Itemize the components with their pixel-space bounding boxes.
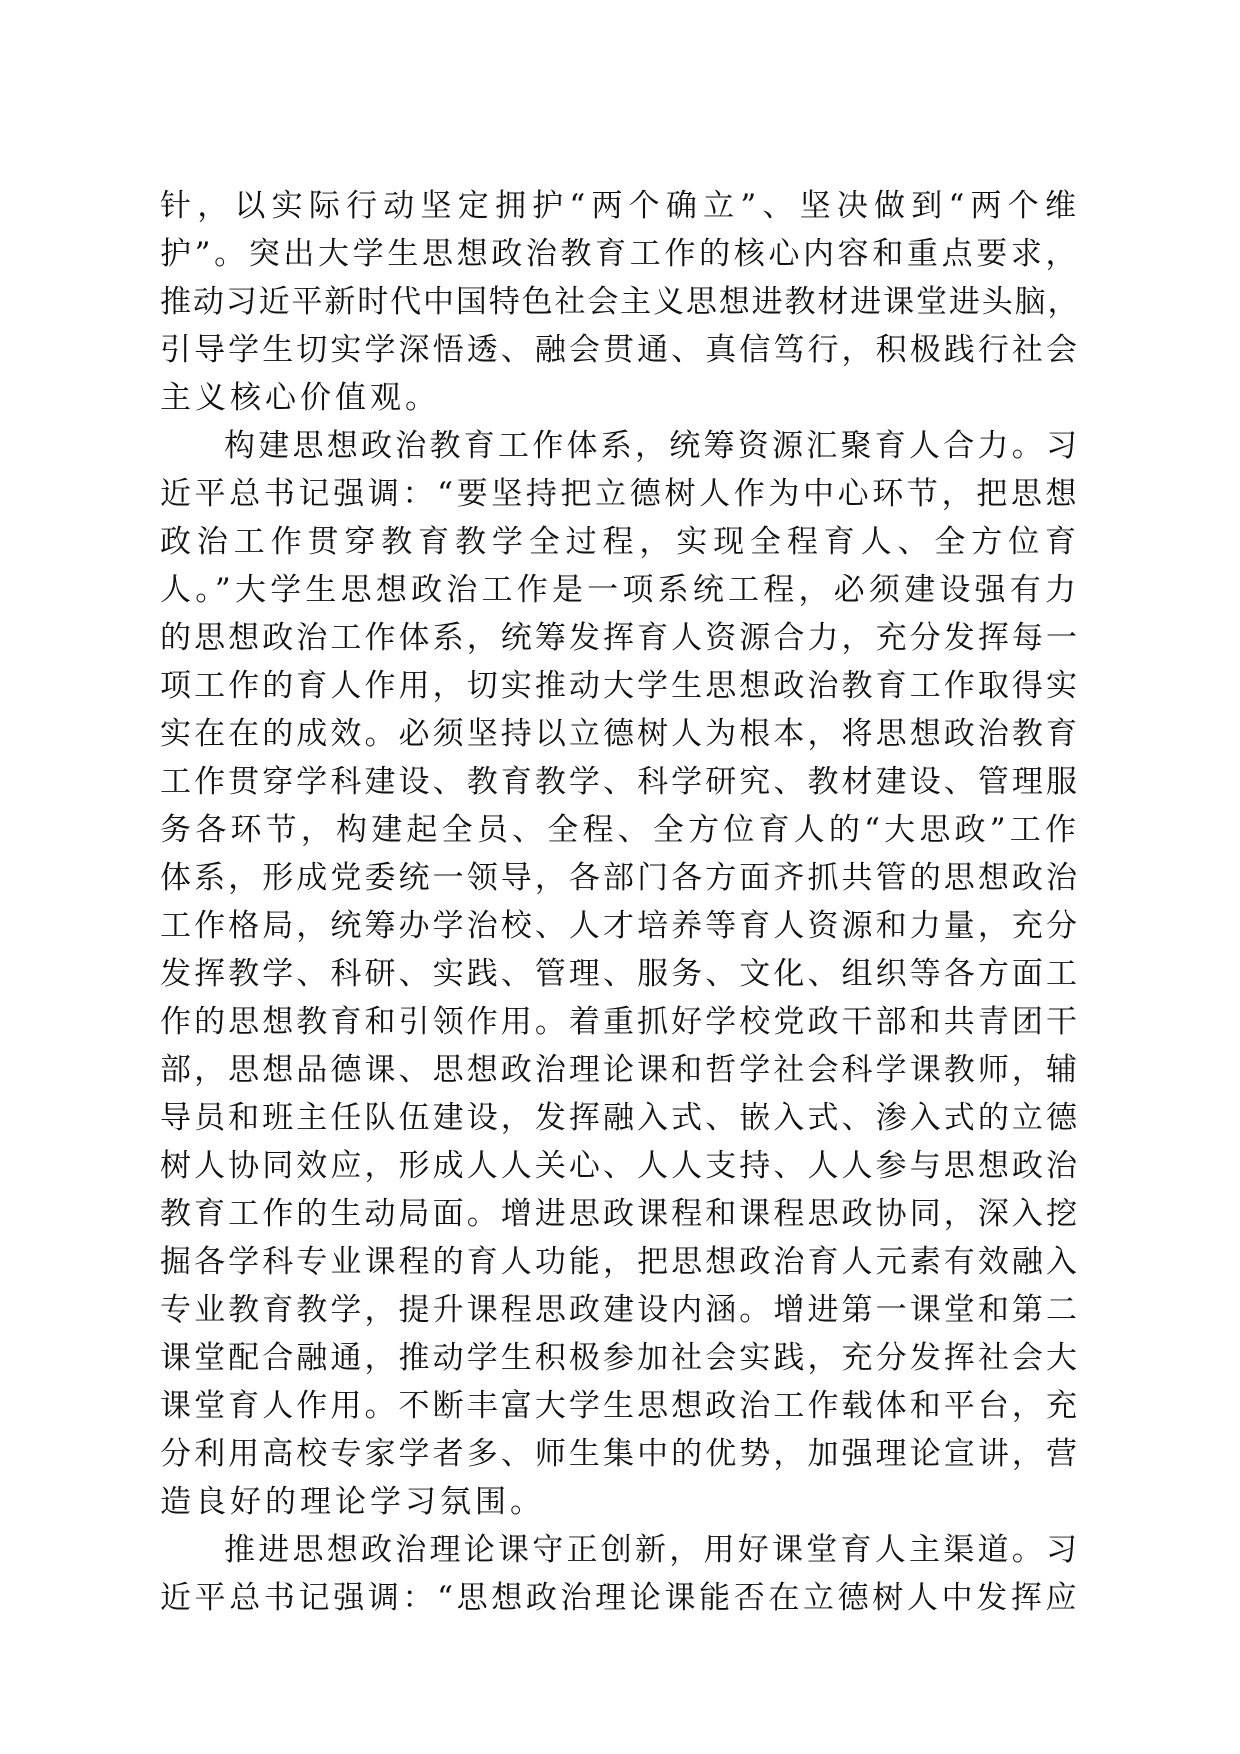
body-text: [160, 182, 1080, 1622]
text-line: 近平总书记强调：“思想政治理论课能否在立德树人中发挥应: [160, 1580, 1080, 1616]
text-line: 教育工作的生动局面。增进思政课程和课程思政协同，深入挖: [160, 1196, 1080, 1232]
text-line: 人。”大学生思想政治工作是一项系统工程，必须建设强有力: [160, 572, 1080, 608]
text-line: 导员和班主任队伍建设，发挥融入式、嵌入式、渗入式的立德: [160, 1100, 1080, 1136]
text-line: 造良好的理论学习氛围。: [160, 1484, 545, 1520]
text-line: 主义核心价值观。: [160, 380, 440, 416]
text-line: 发挥教学、科研、实践、管理、服务、文化、组织等各方面工: [160, 956, 1080, 992]
text-line: 工作格局，统筹办学治校、人才培养等育人资源和力量，充分: [160, 908, 1080, 944]
text-line: 针，以实际行动坚定拥护“两个确立”、坚决做到“两个维: [160, 188, 1080, 224]
text-line: 务各环节，构建起全员、全程、全方位育人的“大思政”工作: [160, 812, 1080, 848]
text-line: 掘各学科专业课程的育人功能，把思想政治育人元素有效融入: [160, 1244, 1080, 1280]
text-line: 体系，形成党委统一领导，各部门各方面齐抓共管的思想政治: [160, 860, 1080, 896]
text-line: 护”。突出大学生思想政治教育工作的核心内容和重点要求，: [160, 236, 1080, 272]
text-line: 分利用高校专家学者多、师生集中的优势，加强理论宣讲，营: [160, 1436, 1080, 1472]
text-line: 近平总书记强调：“要坚持把立德树人作为中心环节，把思想: [160, 476, 1080, 512]
text-line: 推进思想政治理论课守正创新，用好课堂育人主渠道。习: [224, 1532, 1080, 1568]
text-line: 项工作的育人作用，切实推动大学生思想政治教育工作取得实: [160, 668, 1080, 704]
text-line: 树人协同效应，形成人人关心、人人支持、人人参与思想政治: [160, 1148, 1080, 1184]
text-line: 课堂配合融通，推动学生积极参加社会实践，充分发挥社会大: [160, 1340, 1080, 1376]
text-line: 实在在的成效。必须坚持以立德树人为根本，将思想政治教育: [160, 716, 1080, 752]
text-line: 政治工作贯穿教育教学全过程，实现全程育人、全方位育: [160, 524, 1080, 560]
text-line: 部，思想品德课、思想政治理论课和哲学社会科学课教师，辅: [160, 1052, 1080, 1088]
text-line: 的思想政治工作体系，统筹发挥育人资源合力，充分发挥每一: [160, 620, 1080, 656]
text-line: 引导学生切实学深悟透、融会贯通、真信笃行，积极践行社会: [160, 332, 1080, 368]
text-line: 作的思想教育和引领作用。着重抓好学校党政干部和共青团干: [160, 1004, 1080, 1040]
text-line: 推动习近平新时代中国特色社会主义思想进教材进课堂进头脑，: [160, 284, 1080, 320]
text-line: 专业教育教学，提升课程思政建设内涵。增进第一课堂和第二: [160, 1292, 1080, 1328]
text-line: 构建思想政治教育工作体系，统筹资源汇聚育人合力。习: [224, 428, 1080, 464]
text-line: 课堂育人作用。不断丰富大学生思想政治工作载体和平台，充: [160, 1388, 1080, 1424]
text-line: 工作贯穿学科建设、教育教学、科学研究、教材建设、管理服: [160, 764, 1080, 800]
